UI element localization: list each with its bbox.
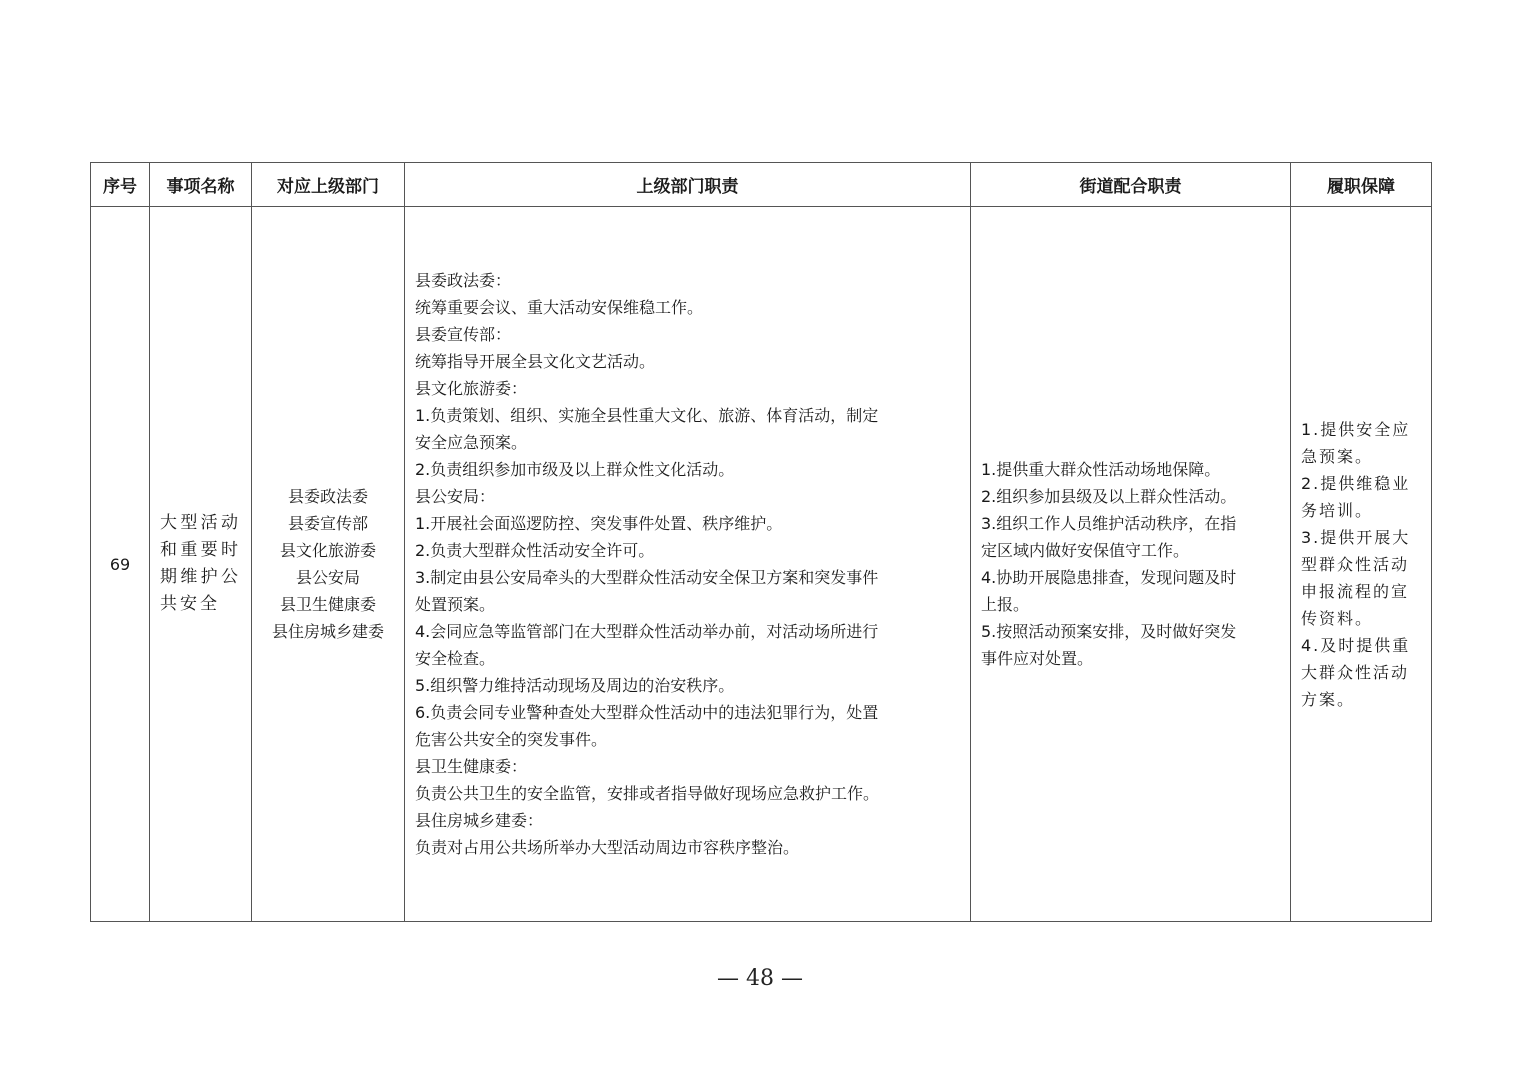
- item-name-cell: [150, 207, 252, 922]
- item-name: 大型活动和重要时期维护公共安全: [160, 513, 241, 614]
- street-duty-line: 5.按照活动预案安排，及时做好突发: [981, 622, 1237, 641]
- guarantee-line: 1.提供安全应: [1301, 419, 1411, 439]
- duty-line: 6.负责会同专业警种查处大型群众性活动中的违法犯罪行为，处置: [415, 703, 879, 722]
- guarantee-line: 型群众性活动: [1301, 554, 1410, 574]
- guarantee-line: 方案。: [1301, 689, 1356, 709]
- duty-line: 统筹指导开展全县文化文艺活动。: [415, 352, 656, 371]
- street-duty-line: 1.提供重大群众性活动场地保障。: [981, 460, 1221, 479]
- duty-line: 县委宣传部：: [415, 325, 512, 344]
- page-number: — 48 —: [717, 966, 803, 991]
- duty-line: 负责对占用公共场所举办大型活动周边市容秩序整治。: [415, 838, 800, 857]
- header-guarantee: 履职保障: [1291, 163, 1432, 207]
- street-duty-line: 上报。: [981, 595, 1030, 614]
- guarantee-line: 4.及时提供重: [1301, 635, 1411, 655]
- table-row: [91, 207, 1432, 922]
- duty-line: 县文化旅游委：: [415, 379, 528, 398]
- duty-table: [90, 162, 1432, 922]
- duty-line: 县住房城乡建委：: [415, 811, 544, 830]
- street-duty-line: 定区域内做好安保值守工作。: [981, 541, 1190, 560]
- department-item: 县文化旅游委: [279, 541, 376, 560]
- department-item: 县卫生健康委: [279, 595, 376, 614]
- duty-line: 4.会同应急等监管部门在大型群众性活动举办前，对活动场所进行: [415, 622, 879, 641]
- duty-line: 统筹重要会议、重大活动安保维稳工作。: [415, 298, 704, 317]
- header-row: [91, 163, 1432, 207]
- street-duty-line: 事件应对处置。: [981, 649, 1094, 668]
- department-item: 县公安局: [295, 568, 360, 587]
- duty-line: 县委政法委：: [415, 271, 512, 290]
- department-item: 县住房城乡建委: [271, 622, 384, 641]
- header-street-duty: 街道配合职责: [971, 163, 1291, 207]
- street-duties-cell: [971, 207, 1291, 922]
- header-item-name: 事项名称: [150, 163, 252, 207]
- guarantee-line: 2.提供维稳业: [1301, 473, 1411, 493]
- duty-line: 2.负责大型群众性活动安全许可。: [415, 541, 655, 560]
- duty-line: 1.开展社会面巡逻防控、突发事件处置、秩序维护。: [415, 514, 783, 533]
- street-duty-line: 3.组织工作人员维护活动秩序，在指: [981, 514, 1237, 533]
- guarantee-line: 大群众性活动: [1301, 662, 1410, 682]
- guarantee-line: 务培训。: [1301, 500, 1374, 520]
- guarantee-line: 3.提供开展大: [1301, 527, 1411, 547]
- guarantee-line: 申报流程的宣: [1301, 581, 1410, 601]
- header-superior-dept: 对应上级部门: [252, 163, 405, 207]
- department-item: 县委宣传部: [287, 514, 368, 533]
- duty-line: 5.组织警力维持活动现场及周边的治安秩序。: [415, 676, 735, 695]
- row-number: 69: [91, 207, 150, 922]
- duty-line: 负责公共卫生的安全监管，安排或者指导做好现场应急救护工作。: [415, 784, 880, 803]
- duty-line: 县卫生健康委：: [415, 757, 528, 776]
- departments-cell: [252, 207, 405, 922]
- header-superior-duty: 上级部门职责: [405, 163, 971, 207]
- duty-line: 3.制定由县公安局牵头的大型群众性活动安全保卫方案和突发事件: [415, 568, 879, 587]
- duty-line: 县公安局：: [415, 487, 496, 506]
- guarantees-cell: [1291, 207, 1432, 922]
- duty-line: 安全应急预案。: [415, 433, 528, 452]
- duty-line: 危害公共安全的突发事件。: [415, 730, 608, 749]
- duty-line: 2.负责组织参加市级及以上群众性文化活动。: [415, 460, 735, 479]
- duty-line: 处置预案。: [415, 595, 496, 614]
- duty-line: 安全检查。: [415, 649, 496, 668]
- department-item: 县委政法委: [287, 487, 368, 506]
- guarantee-line: 传资料。: [1301, 608, 1374, 628]
- street-duty-line: 2.组织参加县级及以上群众性活动。: [981, 487, 1237, 506]
- superior-duties-cell: [405, 207, 971, 922]
- guarantee-line: 急预案。: [1301, 446, 1374, 466]
- street-duty-line: 4.协助开展隐患排查，发现问题及时: [981, 568, 1237, 587]
- header-no: 序号: [91, 163, 150, 207]
- duty-line: 1.负责策划、组织、实施全县性重大文化、旅游、体育活动，制定: [415, 406, 879, 425]
